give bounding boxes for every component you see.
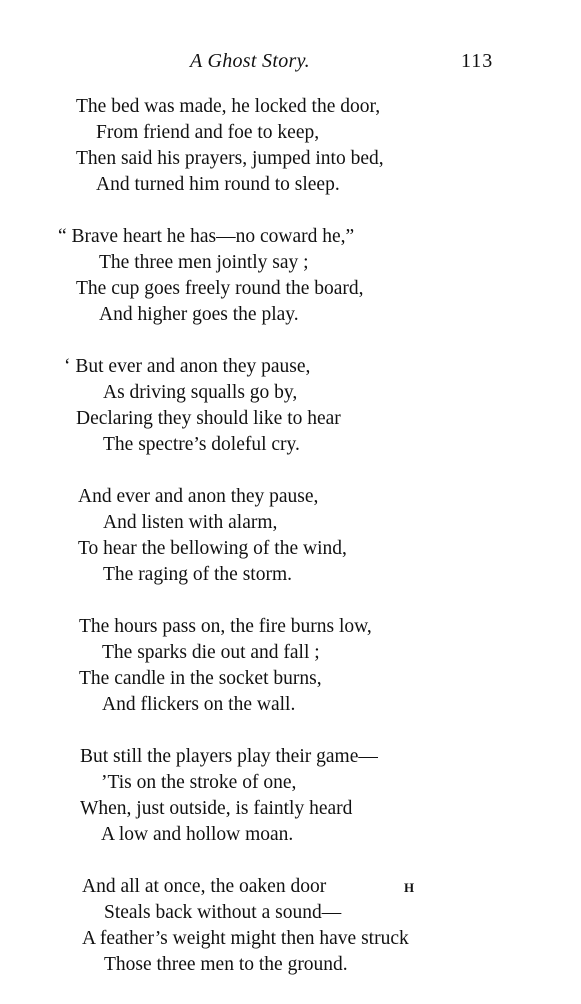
running-head (0, 50, 581, 80)
poem-line: And ever and anon they pause, (78, 486, 319, 507)
poem-line: As driving squalls go by, (103, 382, 298, 403)
poem-line: From friend and foe to keep, (96, 122, 320, 143)
poem-line: The hours pass on, the fire burns low, (79, 616, 372, 637)
poem-line: The three men jointly say ; (99, 252, 309, 273)
stanza-4 (0, 484, 581, 588)
poem-line: The bed was made, he locked the door, (76, 96, 381, 117)
poem-line: And listen with alarm, (103, 512, 278, 533)
poem-line: To hear the bellowing of the wind, (78, 538, 347, 559)
poem (0, 94, 581, 1004)
signature-mark: H (404, 880, 415, 895)
poem-line: “ Brave heart he has—no coward he,” (58, 226, 355, 247)
stanza-5 (0, 614, 581, 718)
stanza-2 (0, 224, 581, 328)
poem-line: And flickers on the wall. (102, 694, 296, 715)
poem-line: Then said his prayers, jumped into bed, (76, 148, 384, 169)
poem-line: Declaring they should like to hear (76, 408, 341, 429)
poem-line: ‘ But ever and anon they pause, (64, 356, 311, 377)
poem-line: But still the players play their game— (80, 746, 378, 767)
poem-line: The candle in the socket burns, (79, 668, 322, 689)
poem-line: The raging of the storm. (103, 564, 292, 585)
poem-line: And higher goes the play. (99, 304, 299, 325)
page-number: 113 (461, 50, 494, 72)
poem-line: The sparks die out and fall ; (102, 642, 320, 663)
poem-line: A feather’s weight might then have struck (82, 928, 409, 949)
poem-line: And all at once, the oaken door (82, 876, 327, 897)
poem-line: A low and hollow moan. (101, 824, 294, 845)
poem-line: Steals back without a sound— (104, 902, 342, 923)
poem-line: ’Tis on the stroke of one, (101, 772, 297, 793)
stanza-1 (0, 94, 581, 198)
poem-line: Those three men to the ground. (104, 954, 348, 975)
running-title: A Ghost Story. (190, 50, 310, 72)
stanza-3 (0, 354, 581, 458)
stanza-6 (0, 744, 581, 848)
poem-line: The cup goes freely round the board, (76, 278, 364, 299)
stanza-7 (0, 874, 581, 978)
poem-line: The spectre’s doleful cry. (103, 434, 300, 455)
poem-line: And turned him round to sleep. (96, 174, 340, 195)
poem-line: When, just outside, is faintly heard (80, 798, 353, 819)
